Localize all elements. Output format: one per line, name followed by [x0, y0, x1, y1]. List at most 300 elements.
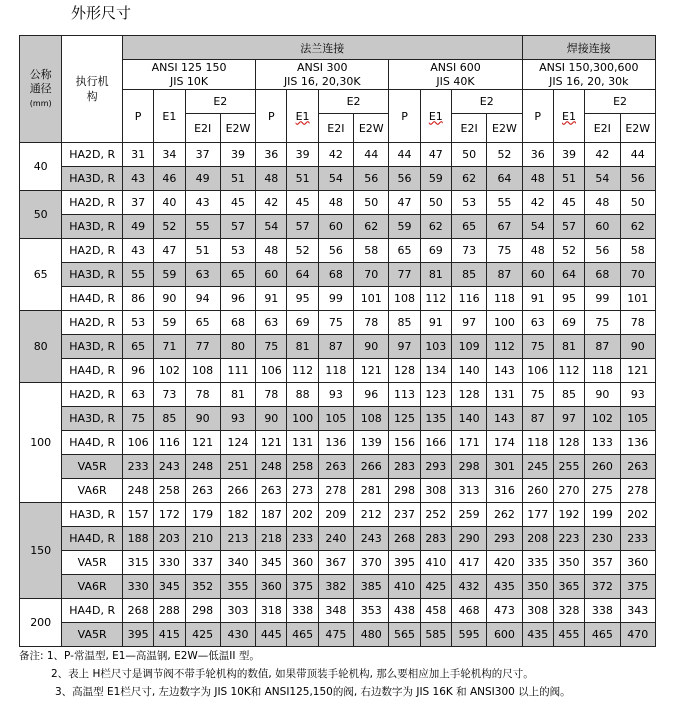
value-cell: 251: [220, 455, 255, 479]
value-cell: 103: [420, 335, 451, 359]
nominal-diameter-cell: 50: [20, 191, 62, 239]
value-cell: 46: [154, 167, 185, 191]
value-cell: 395: [389, 551, 420, 575]
value-cell: 65: [220, 263, 255, 287]
value-cell: 108: [185, 359, 220, 383]
value-cell: 111: [220, 359, 255, 383]
value-cell: 121: [185, 431, 220, 455]
value-cell: 348: [318, 599, 353, 623]
value-cell: 288: [154, 599, 185, 623]
value-cell: 360: [287, 551, 318, 575]
value-cell: 64: [487, 167, 522, 191]
header-e2i: E2I: [585, 114, 620, 143]
value-cell: 118: [318, 359, 353, 383]
value-cell: 255: [553, 455, 584, 479]
value-cell: 87: [522, 407, 553, 431]
value-cell: 48: [585, 191, 620, 215]
header-e1: E1: [287, 90, 318, 143]
value-cell: 218: [256, 527, 287, 551]
value-cell: 63: [522, 311, 553, 335]
value-cell: 109: [451, 335, 486, 359]
actuator-cell: VA5R: [62, 551, 123, 575]
value-cell: 55: [122, 263, 153, 287]
value-cell: 113: [389, 383, 420, 407]
value-cell: 52: [487, 143, 522, 167]
value-cell: 90: [185, 407, 220, 431]
value-cell: 473: [487, 599, 522, 623]
value-cell: 63: [122, 383, 153, 407]
value-cell: 140: [451, 359, 486, 383]
table-row: [20, 263, 656, 287]
value-cell: 128: [553, 431, 584, 455]
value-cell: 156: [389, 431, 420, 455]
value-cell: 70: [620, 263, 656, 287]
value-cell: 75: [318, 311, 353, 335]
value-cell: 480: [354, 623, 389, 647]
value-cell: 313: [451, 479, 486, 503]
table-row: [20, 359, 656, 383]
actuator-cell: VA6R: [62, 575, 123, 599]
value-cell: 64: [553, 263, 584, 287]
header-p: P: [522, 90, 553, 143]
value-cell: 367: [318, 551, 353, 575]
value-cell: 308: [420, 479, 451, 503]
value-cell: 48: [318, 191, 353, 215]
value-cell: 87: [585, 335, 620, 359]
value-cell: 174: [487, 431, 522, 455]
value-cell: 338: [585, 599, 620, 623]
value-cell: 266: [220, 479, 255, 503]
header-p: P: [256, 90, 287, 143]
value-cell: 69: [553, 311, 584, 335]
value-cell: 73: [154, 383, 185, 407]
value-cell: 131: [487, 383, 522, 407]
value-cell: 57: [287, 215, 318, 239]
header-e2: E2: [451, 90, 522, 114]
value-cell: 49: [122, 215, 153, 239]
value-cell: 177: [522, 503, 553, 527]
actuator-cell: HA4D, R: [62, 287, 123, 311]
value-cell: 283: [420, 527, 451, 551]
value-cell: 166: [420, 431, 451, 455]
value-cell: 293: [420, 455, 451, 479]
value-cell: 135: [420, 407, 451, 431]
value-cell: 101: [620, 287, 656, 311]
value-cell: 143: [487, 359, 522, 383]
nominal-diameter-cell: 80: [20, 311, 62, 383]
actuator-cell: HA3D, R: [62, 167, 123, 191]
value-cell: 171: [451, 431, 486, 455]
nominal-diameter-cell: 65: [20, 239, 62, 311]
value-cell: 370: [354, 551, 389, 575]
value-cell: 91: [522, 287, 553, 311]
value-cell: 99: [585, 287, 620, 311]
value-cell: 75: [256, 335, 287, 359]
value-cell: 263: [620, 455, 656, 479]
header-p: P: [389, 90, 420, 143]
table-row: [20, 503, 656, 527]
value-cell: 259: [451, 503, 486, 527]
value-cell: 106: [122, 431, 153, 455]
value-cell: 97: [451, 311, 486, 335]
value-cell: 116: [451, 287, 486, 311]
value-cell: 65: [389, 239, 420, 263]
value-cell: 75: [487, 239, 522, 263]
actuator-cell: HA4D, R: [62, 431, 123, 455]
notes: [19, 647, 571, 701]
value-cell: 315: [122, 551, 153, 575]
value-cell: 139: [354, 431, 389, 455]
value-cell: 278: [620, 479, 656, 503]
value-cell: 75: [522, 383, 553, 407]
value-cell: 258: [287, 455, 318, 479]
value-cell: 48: [256, 239, 287, 263]
value-cell: 470: [620, 623, 656, 647]
dimension-table: [19, 35, 656, 647]
value-cell: 350: [553, 551, 584, 575]
value-cell: 252: [420, 503, 451, 527]
actuator-cell: HA2D, R: [62, 239, 123, 263]
header-e2w: E2W: [354, 114, 389, 143]
note-3: 3、高温型 E1栏尺寸, 左边数字为 JIS 10K和 ANSI125,150的阀, 右边数字为 JIS 16K 和 ANSI300 以上的阀。: [55, 686, 571, 698]
table-row: [20, 623, 656, 647]
header-e1: E1: [154, 90, 185, 143]
value-cell: 213: [220, 527, 255, 551]
actuator-cell: HA2D, R: [62, 383, 123, 407]
value-cell: 65: [185, 311, 220, 335]
value-cell: 243: [154, 455, 185, 479]
value-cell: 136: [620, 431, 656, 455]
value-cell: 52: [154, 215, 185, 239]
header-flange: 法兰连接: [122, 36, 522, 60]
value-cell: 54: [585, 167, 620, 191]
table-row: [20, 431, 656, 455]
value-cell: 298: [389, 479, 420, 503]
value-cell: 97: [389, 335, 420, 359]
value-cell: 85: [553, 383, 584, 407]
value-cell: 337: [185, 551, 220, 575]
value-cell: 51: [220, 167, 255, 191]
value-cell: 60: [585, 215, 620, 239]
value-cell: 37: [122, 191, 153, 215]
header-nominal-diameter: 公称 通径 (mm): [20, 36, 62, 143]
value-cell: 87: [487, 263, 522, 287]
value-cell: 263: [185, 479, 220, 503]
value-cell: 81: [420, 263, 451, 287]
value-cell: 458: [420, 599, 451, 623]
value-cell: 75: [122, 407, 153, 431]
value-cell: 266: [354, 455, 389, 479]
note-2: 2、表上 H栏尺寸是调节阀不带手轮机构的数值, 如果带顶装手轮机构, 那么要相应加上手轮机构的尺寸。: [51, 668, 534, 680]
value-cell: 260: [585, 455, 620, 479]
value-cell: 230: [585, 527, 620, 551]
value-cell: 58: [354, 239, 389, 263]
value-cell: 85: [154, 407, 185, 431]
value-cell: 595: [451, 623, 486, 647]
value-cell: 42: [318, 143, 353, 167]
value-cell: 273: [287, 479, 318, 503]
value-cell: 80: [220, 335, 255, 359]
value-cell: 410: [389, 575, 420, 599]
value-cell: 179: [185, 503, 220, 527]
value-cell: 59: [420, 167, 451, 191]
value-cell: 385: [354, 575, 389, 599]
table-row: [20, 551, 656, 575]
value-cell: 202: [620, 503, 656, 527]
actuator-cell: VA5R: [62, 455, 123, 479]
header-e1: E1: [553, 90, 584, 143]
value-cell: 268: [122, 599, 153, 623]
value-cell: 63: [185, 263, 220, 287]
value-cell: 134: [420, 359, 451, 383]
value-cell: 263: [256, 479, 287, 503]
value-cell: 81: [220, 383, 255, 407]
table-row: [20, 143, 656, 167]
actuator-cell: HA3D, R: [62, 335, 123, 359]
value-cell: 51: [287, 167, 318, 191]
value-cell: 53: [220, 239, 255, 263]
value-cell: 298: [451, 455, 486, 479]
actuator-cell: HA2D, R: [62, 143, 123, 167]
value-cell: 121: [256, 431, 287, 455]
value-cell: 88: [287, 383, 318, 407]
value-cell: 108: [389, 287, 420, 311]
value-cell: 62: [354, 215, 389, 239]
value-cell: 248: [185, 455, 220, 479]
value-cell: 355: [220, 575, 255, 599]
value-cell: 212: [354, 503, 389, 527]
header-welded: 焊接连接: [522, 36, 655, 60]
value-cell: 51: [553, 167, 584, 191]
value-cell: 290: [451, 527, 486, 551]
table-row: [20, 575, 656, 599]
table-row: [20, 215, 656, 239]
value-cell: 283: [389, 455, 420, 479]
actuator-cell: HA3D, R: [62, 215, 123, 239]
value-cell: 131: [287, 431, 318, 455]
value-cell: 106: [256, 359, 287, 383]
value-cell: 352: [185, 575, 220, 599]
value-cell: 445: [256, 623, 287, 647]
value-cell: 435: [522, 623, 553, 647]
value-cell: 233: [122, 455, 153, 479]
value-cell: 237: [389, 503, 420, 527]
value-cell: 468: [451, 599, 486, 623]
value-cell: 78: [185, 383, 220, 407]
value-cell: 335: [522, 551, 553, 575]
value-cell: 68: [318, 263, 353, 287]
value-cell: 95: [553, 287, 584, 311]
value-cell: 87: [318, 335, 353, 359]
table-body: [20, 143, 656, 647]
actuator-cell: VA5R: [62, 623, 123, 647]
value-cell: 56: [318, 239, 353, 263]
actuator-cell: HA4D, R: [62, 599, 123, 623]
value-cell: 345: [154, 575, 185, 599]
value-cell: 95: [287, 287, 318, 311]
value-cell: 263: [318, 455, 353, 479]
value-cell: 52: [553, 239, 584, 263]
value-cell: 60: [318, 215, 353, 239]
value-cell: 157: [122, 503, 153, 527]
value-cell: 375: [287, 575, 318, 599]
value-cell: 50: [354, 191, 389, 215]
value-cell: 50: [420, 191, 451, 215]
table-row: [20, 311, 656, 335]
value-cell: 45: [220, 191, 255, 215]
value-cell: 36: [256, 143, 287, 167]
value-cell: 340: [220, 551, 255, 575]
value-cell: 202: [287, 503, 318, 527]
value-cell: 42: [522, 191, 553, 215]
table-row: [20, 287, 656, 311]
value-cell: 55: [185, 215, 220, 239]
value-cell: 78: [256, 383, 287, 407]
value-cell: 330: [154, 551, 185, 575]
value-cell: 48: [256, 167, 287, 191]
value-cell: 43: [122, 239, 153, 263]
actuator-cell: HA4D, R: [62, 527, 123, 551]
value-cell: 365: [553, 575, 584, 599]
value-cell: 425: [185, 623, 220, 647]
value-cell: 435: [487, 575, 522, 599]
value-cell: 420: [487, 551, 522, 575]
value-cell: 86: [122, 287, 153, 311]
value-cell: 40: [154, 191, 185, 215]
header-e2: E2: [318, 90, 389, 114]
value-cell: 106: [522, 359, 553, 383]
value-cell: 275: [585, 479, 620, 503]
value-cell: 438: [389, 599, 420, 623]
value-cell: 318: [256, 599, 287, 623]
value-cell: 133: [585, 431, 620, 455]
actuator-cell: HA3D, R: [62, 407, 123, 431]
value-cell: 243: [354, 527, 389, 551]
value-cell: 121: [354, 359, 389, 383]
value-cell: 43: [185, 191, 220, 215]
value-cell: 293: [487, 527, 522, 551]
value-cell: 56: [620, 167, 656, 191]
table-row: [20, 167, 656, 191]
value-cell: 353: [354, 599, 389, 623]
value-cell: 54: [256, 215, 287, 239]
value-cell: 102: [585, 407, 620, 431]
value-cell: 49: [185, 167, 220, 191]
value-cell: 303: [220, 599, 255, 623]
value-cell: 48: [522, 167, 553, 191]
value-cell: 51: [185, 239, 220, 263]
value-cell: 262: [487, 503, 522, 527]
value-cell: 372: [585, 575, 620, 599]
value-cell: 62: [420, 215, 451, 239]
value-cell: 91: [256, 287, 287, 311]
value-cell: 93: [318, 383, 353, 407]
nominal-diameter-cell: 200: [20, 599, 62, 647]
value-cell: 59: [154, 263, 185, 287]
value-cell: 81: [287, 335, 318, 359]
value-cell: 360: [256, 575, 287, 599]
actuator-cell: HA4D, R: [62, 359, 123, 383]
table-row: [20, 191, 656, 215]
value-cell: 77: [389, 263, 420, 287]
header-std-2: ANSI 300 JIS 16, 20,30K: [256, 60, 389, 90]
value-cell: 85: [389, 311, 420, 335]
value-cell: 45: [287, 191, 318, 215]
value-cell: 233: [287, 527, 318, 551]
value-cell: 209: [318, 503, 353, 527]
value-cell: 298: [185, 599, 220, 623]
value-cell: 343: [620, 599, 656, 623]
value-cell: 73: [451, 239, 486, 263]
value-cell: 62: [620, 215, 656, 239]
value-cell: 93: [620, 383, 656, 407]
value-cell: 270: [553, 479, 584, 503]
actuator-cell: VA6R: [62, 479, 123, 503]
value-cell: 56: [389, 167, 420, 191]
value-cell: 60: [522, 263, 553, 287]
value-cell: 143: [487, 407, 522, 431]
header-e2w: E2W: [220, 114, 255, 143]
value-cell: 71: [154, 335, 185, 359]
value-cell: 432: [451, 575, 486, 599]
value-cell: 128: [451, 383, 486, 407]
value-cell: 70: [354, 263, 389, 287]
value-cell: 75: [522, 335, 553, 359]
value-cell: 97: [553, 407, 584, 431]
value-cell: 140: [451, 407, 486, 431]
value-cell: 47: [389, 191, 420, 215]
value-cell: 208: [522, 527, 553, 551]
header-e2w: E2W: [620, 114, 656, 143]
value-cell: 258: [154, 479, 185, 503]
table-row: [20, 599, 656, 623]
value-cell: 125: [389, 407, 420, 431]
value-cell: 102: [154, 359, 185, 383]
nominal-diameter-cell: 40: [20, 143, 62, 191]
value-cell: 42: [585, 143, 620, 167]
value-cell: 54: [522, 215, 553, 239]
value-cell: 44: [620, 143, 656, 167]
value-cell: 39: [220, 143, 255, 167]
value-cell: 121: [620, 359, 656, 383]
value-cell: 56: [354, 167, 389, 191]
value-cell: 375: [620, 575, 656, 599]
actuator-cell: HA2D, R: [62, 311, 123, 335]
value-cell: 108: [354, 407, 389, 431]
table-row: [20, 407, 656, 431]
value-cell: 123: [420, 383, 451, 407]
value-cell: 65: [451, 215, 486, 239]
value-cell: 36: [522, 143, 553, 167]
value-cell: 118: [522, 431, 553, 455]
value-cell: 203: [154, 527, 185, 551]
value-cell: 59: [154, 311, 185, 335]
value-cell: 240: [318, 527, 353, 551]
value-cell: 63: [256, 311, 287, 335]
value-cell: 116: [154, 431, 185, 455]
page-title: 外形尺寸: [71, 4, 132, 22]
value-cell: 260: [522, 479, 553, 503]
value-cell: 43: [122, 167, 153, 191]
actuator-cell: HA3D, R: [62, 503, 123, 527]
value-cell: 96: [354, 383, 389, 407]
value-cell: 233: [620, 527, 656, 551]
value-cell: 100: [287, 407, 318, 431]
value-cell: 78: [620, 311, 656, 335]
header-std-4: ANSI 150,300,600 JIS 16, 20, 30k: [522, 60, 655, 90]
value-cell: 192: [553, 503, 584, 527]
value-cell: 112: [420, 287, 451, 311]
